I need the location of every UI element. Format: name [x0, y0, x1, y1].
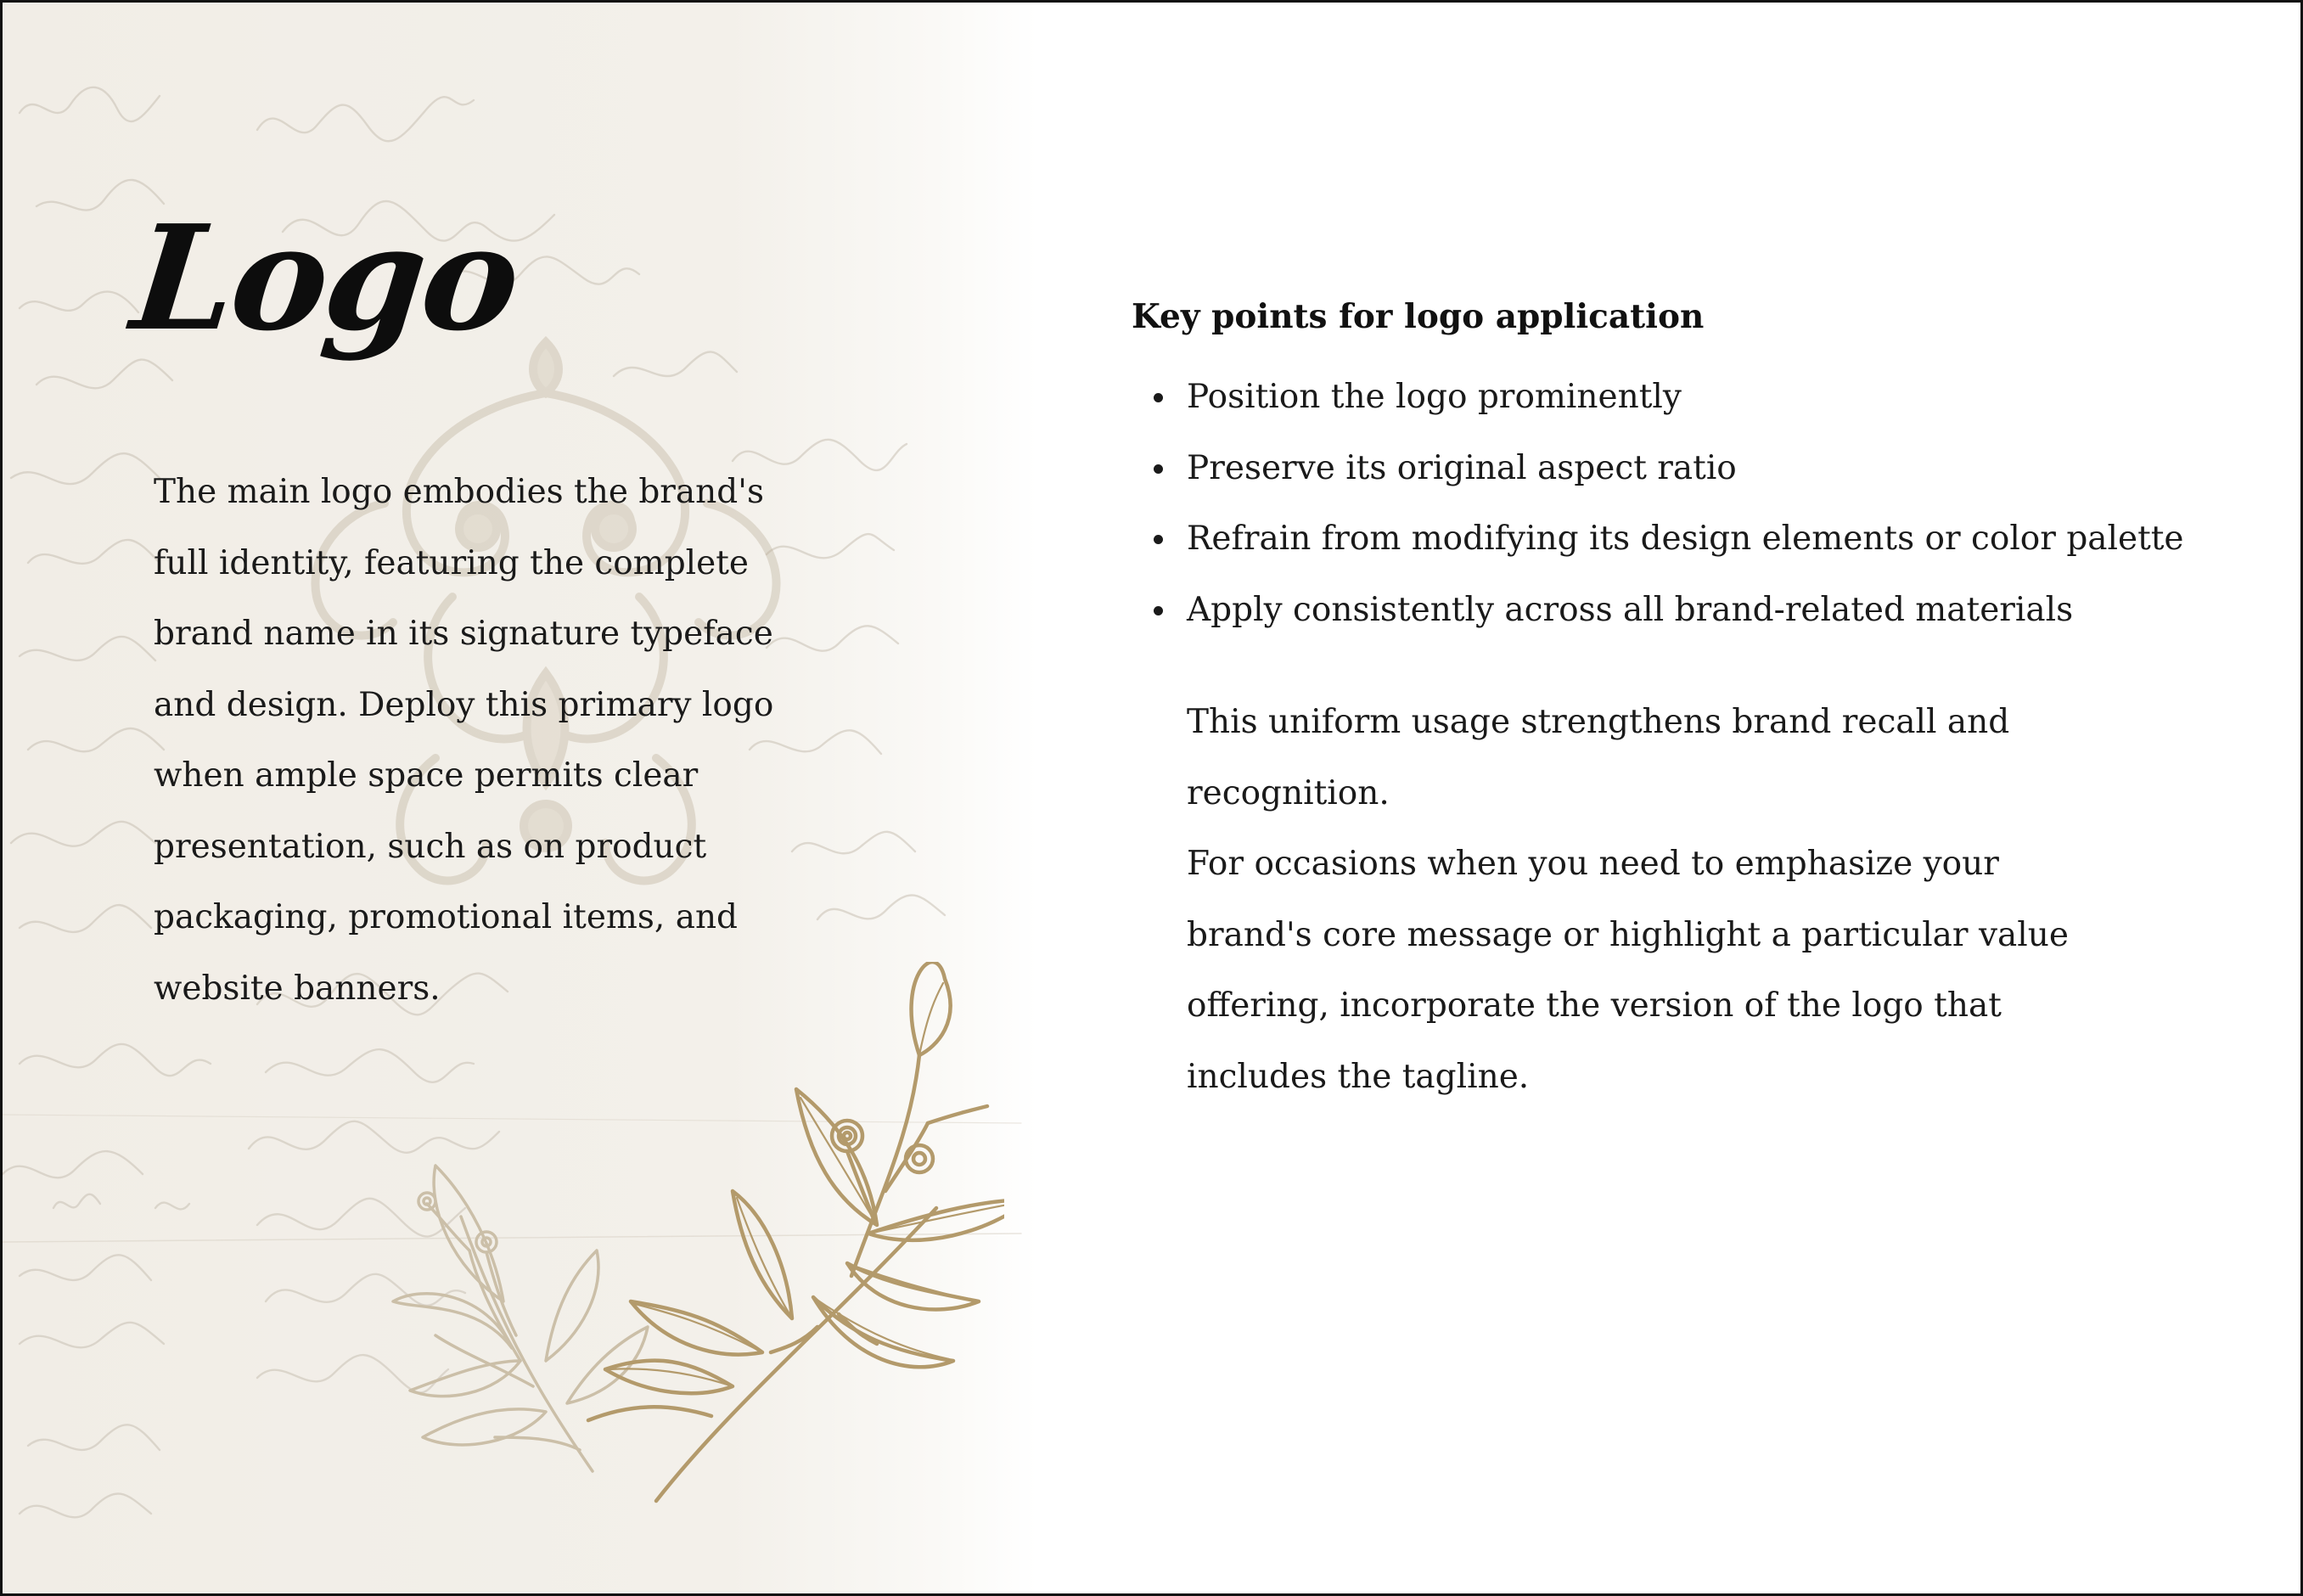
intro-paragraph: The main logo embodies the brand's full identity, featuring the complete brand name in its signature typeface and design. Deploy this primary logo when ample space permits clear presentation, such as on product packaging, promotional items, and website banners.: [154, 473, 774, 1008]
bullet-icon: [1154, 464, 1163, 474]
bullet-icon: [1154, 606, 1163, 615]
list-item-text: Refrain from modifying its design elements or color palette: [1187, 520, 2184, 558]
list-item: [1132, 503, 2269, 575]
list-item-text: Apply consistently across all brand-related materials: [1187, 590, 2074, 629]
key-points-list: [1132, 362, 2269, 645]
closing-line-tagline: For occasions when you need to emphasize your brand's core message or highlight a particular value offering, incorporate the version of the logo that includes the tagline.: [1187, 845, 2069, 1096]
list-item-text: Preserve its original aspect ratio: [1187, 448, 1737, 487]
bullet-icon: [1154, 535, 1163, 544]
closing-line-consistency: This uniform usage strengthens brand recall and recognition.: [1187, 703, 2010, 812]
list-item-text: Position the logo prominently: [1187, 378, 1682, 416]
list-item: [1132, 575, 2269, 646]
list-item: [1132, 362, 2269, 433]
botanical-leaf-sprigs: [376, 962, 1004, 1522]
left-panel: [3, 3, 1038, 1593]
list-item: [1132, 433, 2269, 504]
closing-paragraph: [1132, 687, 2070, 1112]
page-title: Logo: [125, 194, 525, 363]
bullet-icon: [1154, 393, 1163, 402]
key-points-section: [1132, 291, 2269, 1112]
key-points-heading: Key points for logo application: [1132, 297, 1705, 336]
